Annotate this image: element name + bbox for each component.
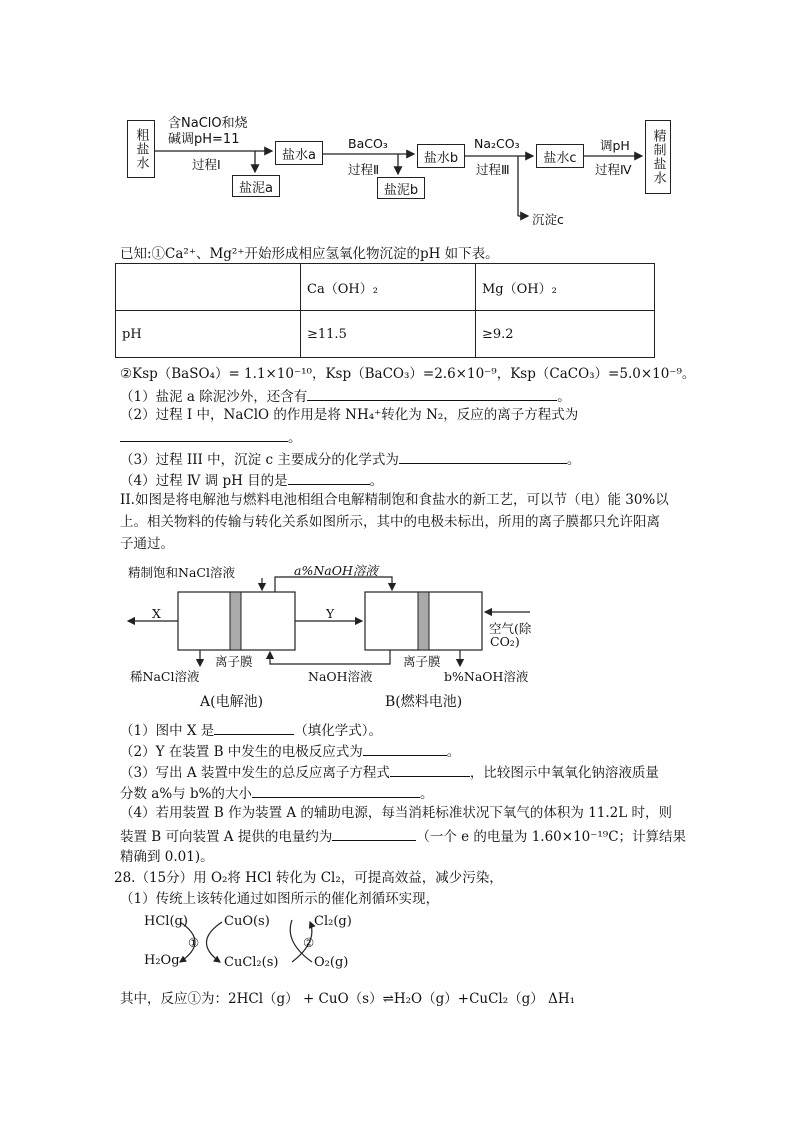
- process4-label: 过程Ⅳ: [595, 162, 632, 177]
- process2-label: 过程Ⅱ: [348, 162, 380, 177]
- part2-q4: （4）若用装置 B 作为装置 A 的辅助电源，每当消耗标准状况下氧气的体积为 11.2L 时，则: [120, 805, 673, 821]
- period: 。: [446, 744, 461, 760]
- o2-label: O₂(g): [314, 955, 349, 970]
- period: 。: [288, 430, 302, 446]
- reagent3-label: Na₂CO₃: [474, 136, 520, 151]
- naoh-b-label: b%NaOH溶液: [444, 669, 529, 684]
- precip-c-label: 沉淀c: [532, 212, 564, 227]
- cl2-label: Cl₂(g): [314, 914, 352, 929]
- process1-label: 过程Ⅰ: [192, 157, 221, 172]
- part2-q3-text: （3）写出 A 装置中发生的总反应离子方程式: [120, 765, 390, 781]
- step1-reagent-line2: 碱调pH=11: [168, 132, 240, 147]
- period: 。: [557, 389, 571, 405]
- membrane-label-b: 离子膜: [403, 654, 441, 669]
- question-1-text: （1）盐泥 a 除泥沙外，还含有: [120, 389, 308, 405]
- question-4-text: （4）过程 Ⅳ 调 pH 目的是: [120, 473, 288, 489]
- reaction-1-marker: ①: [188, 935, 200, 950]
- part2-q1-suffix: （填化学式）。: [294, 723, 383, 739]
- brine-a-box: 盐水a: [275, 141, 323, 165]
- refined-brine-box: 精制盐水: [645, 120, 671, 194]
- air-label: 空气(除: [489, 621, 532, 636]
- brine-c-box: 盐水c: [536, 144, 584, 168]
- part2-intro-3: 子通过。: [120, 536, 174, 552]
- table-cell: ≥9.2: [476, 311, 655, 358]
- membrane-label-a: 离子膜: [215, 654, 253, 669]
- raw-brine-box: 粗盐水: [127, 120, 155, 178]
- reaction-equation: 其中，反应①为：2HCl（g） + CuO（s）⇌H₂O（g）+CuCl₂（g） ΔH₁: [120, 991, 576, 1007]
- device-b-label: B(燃料电池): [385, 694, 463, 710]
- part2-q4-text: 装置 B 可向装置 A 提供的电量约为: [120, 829, 333, 845]
- cucl2-label: CuCl₂(s): [224, 955, 279, 970]
- mud-b-box: 盐泥b: [377, 177, 425, 199]
- reaction-2-marker: ②: [303, 935, 315, 950]
- cuo-label: CuO(s): [224, 914, 270, 929]
- part2-q3-text-3: 分数 a%与 b%的大小: [120, 786, 252, 802]
- ksp-line: ②Ksp（BaSO₄）= 1.1×10⁻¹⁰，Ksp（BaCO₃）=2.6×10⁻⁹，Ksp（CaCO₃）=5.0×10⁻⁹。: [120, 366, 696, 382]
- q28-title: 28.（15分）用 O₂将 HCl 转化为 Cl₂，可提高效益，减少污染，: [114, 870, 503, 886]
- period: 。: [566, 452, 581, 468]
- dilute-nacl-label: 稀NaCl溶液: [130, 669, 200, 684]
- part2-intro-1: II.如图是将电解池与燃料电池相组合电解精制饱和食盐水的新工艺，可以节（电）能 30%以: [120, 492, 669, 508]
- h2o-label: H₂Og: [144, 953, 180, 968]
- process3-label: 过程Ⅲ: [476, 162, 510, 177]
- reagent2-label: BaCO₃: [348, 136, 388, 151]
- device-a-label: A(电解池): [200, 694, 264, 710]
- part2-q2-text: （2）Y 在装置 B 中发生的电极反应式为: [120, 744, 363, 760]
- part2-q4-end: 精确到 0.01)。: [120, 849, 214, 865]
- hcl-label: HCl(g): [144, 914, 188, 929]
- y-label: Y: [326, 606, 335, 621]
- table-row-label: pH: [116, 311, 301, 358]
- period: 。: [369, 473, 384, 489]
- brine-b-box: 盐水b: [417, 144, 465, 168]
- table-header-cell: Ca（OH）₂: [301, 264, 476, 311]
- table-cell: ≥11.5: [301, 311, 476, 358]
- naoh-a-label: a%NaOH溶液: [294, 563, 378, 578]
- question-2: （2）过程 I 中，NaClO 的作用是将 NH₄⁺转化为 N₂，反应的离子方程式为: [120, 407, 579, 423]
- period: 。: [419, 786, 434, 802]
- table-header-cell: Mg（OH）₂: [476, 264, 655, 311]
- feed-brine-label: 精制饱和NaCl溶液: [128, 565, 235, 580]
- question-3-text: （3）过程 III 中，沉淀 c 主要成分的化学式为: [120, 452, 399, 468]
- adjust-ph-label: 调pH: [600, 138, 630, 153]
- part2-q1-text: （1）图中 X 是: [120, 723, 215, 739]
- air-label-2: CO₂): [490, 634, 520, 649]
- known-intro: 已知:①Ca²⁺、Mg²⁺开始形成相应氢氧化物沉淀的pH 如下表。: [120, 246, 499, 262]
- mud-a-box: 盐泥a: [232, 175, 280, 197]
- naoh-mid-label: NaOH溶液: [308, 669, 373, 684]
- part2-q3-text-2: ，比较图示中氧氧化钠溶液质量: [469, 765, 659, 781]
- part2-q4-text-2: （一个 e 的电量为 1.60×10⁻¹⁹C；计算结果: [416, 829, 687, 845]
- step1-reagent-line1: 含NaClO和烧: [168, 116, 248, 131]
- q28-sub1: （1）传统上该转化通过如图所示的催化剂循环实现，: [120, 891, 440, 907]
- x-label: X: [152, 606, 161, 621]
- part2-intro-2: 上。相关物料的传输与转化关系如图所示，其中的电极未标出，所用的离子膜都只允许阳离: [120, 514, 660, 530]
